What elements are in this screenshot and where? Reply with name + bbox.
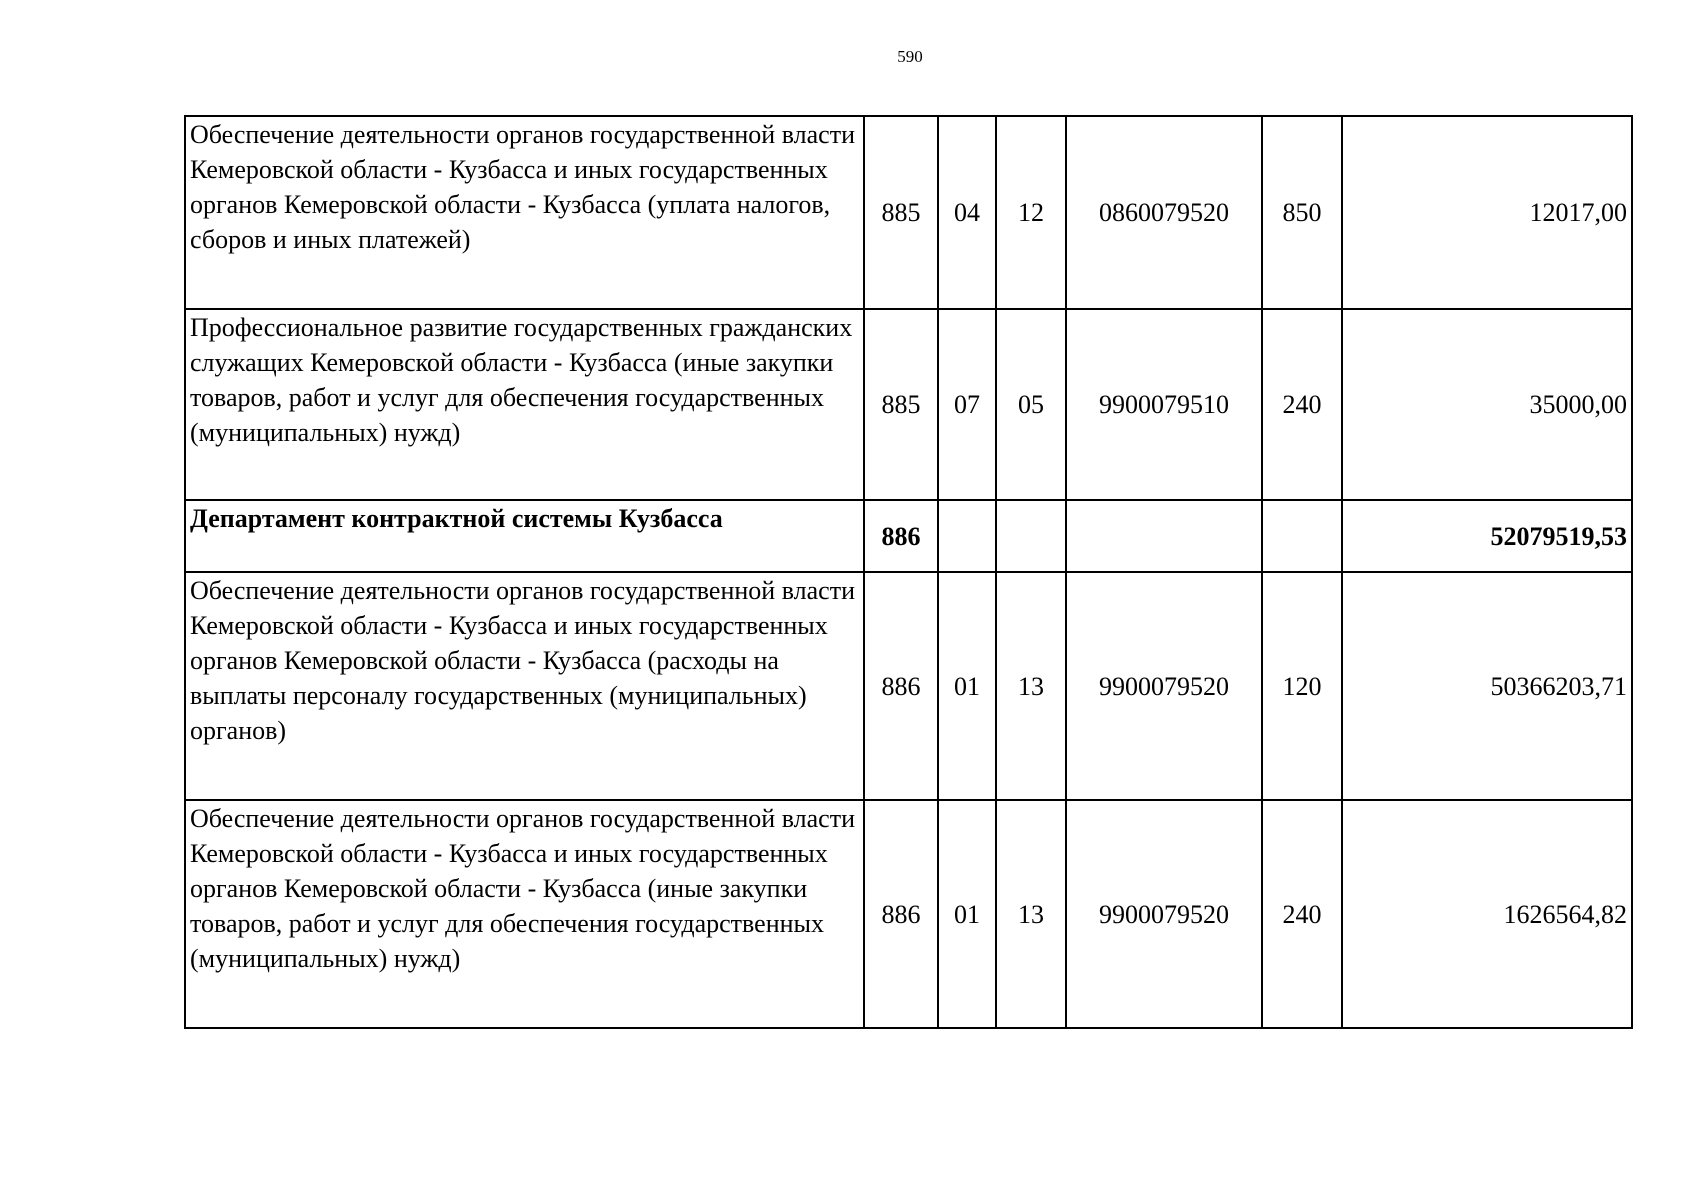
section-code: 04	[938, 116, 996, 309]
ministry-code: 886	[864, 572, 938, 800]
table-row	[185, 572, 1632, 800]
target-article-code: 9900079520	[1066, 800, 1262, 1028]
table-row	[185, 116, 1632, 309]
page-number: 590	[897, 47, 923, 66]
expense-type-code: 120	[1262, 572, 1342, 800]
subsection-code: 12	[996, 116, 1066, 309]
amount: 12017,00	[1342, 116, 1632, 309]
target-article-code	[1066, 500, 1262, 572]
target-article-code: 0860079520	[1066, 116, 1262, 309]
section-code: 01	[938, 572, 996, 800]
expense-type-code	[1262, 500, 1342, 572]
table-row	[185, 800, 1632, 1028]
ministry-code: 885	[864, 116, 938, 309]
row-name: Профессиональное развитие государственных гражданских служащих Кемеровской области - Кузбасса (иные закупки товаров, работ и услуг для обеспечения государственных (муниципальных) нужд)	[185, 309, 864, 500]
subsection-code: 13	[996, 572, 1066, 800]
amount: 35000,00	[1342, 309, 1632, 500]
ministry-code: 886	[864, 500, 938, 572]
amount: 50366203,71	[1342, 572, 1632, 800]
table-row	[185, 309, 1632, 500]
section-code: 07	[938, 309, 996, 500]
ministry-code: 885	[864, 309, 938, 500]
department-total-amount: 52079519,53	[1342, 500, 1632, 572]
subsection-code: 05	[996, 309, 1066, 500]
department-name: Департамент контрактной системы Кузбасса	[185, 500, 864, 572]
row-name: Обеспечение деятельности органов государственной власти Кемеровской области - Кузбасса и иных государственных органов Кемеровской области - Кузбасса (уплата налогов, сборов и иных платежей)	[185, 116, 864, 309]
subsection-code: 13	[996, 800, 1066, 1028]
amount: 1626564,82	[1342, 800, 1632, 1028]
section-code: 01	[938, 800, 996, 1028]
expense-type-code: 850	[1262, 116, 1342, 309]
expense-type-code: 240	[1262, 800, 1342, 1028]
expense-type-code: 240	[1262, 309, 1342, 500]
row-name: Обеспечение деятельности органов государственной власти Кемеровской области - Кузбасса и иных государственных органов Кемеровской области - Кузбасса (расходы на выплаты персоналу государственных (муниципальных) органов)	[185, 572, 864, 800]
section-code	[938, 500, 996, 572]
target-article-code: 9900079520	[1066, 572, 1262, 800]
subsection-code	[996, 500, 1066, 572]
table-row-department	[185, 500, 1632, 572]
budget-table	[184, 115, 1633, 1029]
ministry-code: 886	[864, 800, 938, 1028]
target-article-code: 9900079510	[1066, 309, 1262, 500]
row-name: Обеспечение деятельности органов государственной власти Кемеровской области - Кузбасса и иных государственных органов Кемеровской области - Кузбасса (иные закупки товаров, работ и услуг для обеспечения государственных (муниципальных) нужд)	[185, 800, 864, 1028]
